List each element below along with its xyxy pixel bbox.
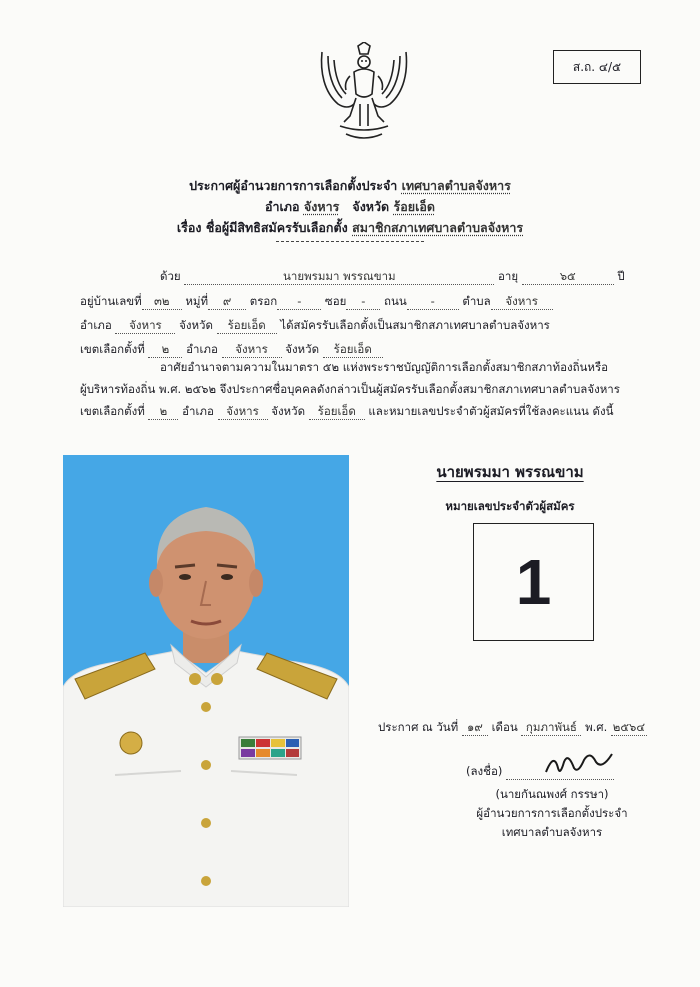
age-value: ๖๕ [522, 268, 614, 285]
header-line-2 [0, 197, 700, 217]
header-divider [276, 241, 424, 242]
p2-line-3 [80, 403, 613, 420]
province-label: จังหวัด [352, 199, 390, 214]
tambon-value: จังหาร [491, 293, 553, 310]
tambon-label: ตำบล [462, 294, 491, 308]
applied-text: ได้สมัครรับเลือกตั้งเป็นสมาชิกสภาเทศบาลตำบลจังหาร [280, 318, 550, 332]
candidate-number-box [473, 523, 594, 641]
month-label: เดือน [491, 720, 518, 734]
p2-line-2-text: ผู้บริหารท้องถิ่น พ.ศ. ๒๕๖๒ จึงประกาศชื่อบุคคลดังกล่าวเป็นผู้สมัครรับเลือกตั้งสมาชิกสภาเทศบาลตำบลจังหาร [80, 382, 620, 396]
candidate-photo [63, 455, 349, 907]
trok-value: - [277, 293, 321, 310]
province-value-3: ร้อยเอ็ด [323, 341, 383, 358]
sign-label: (ลงชื่อ) [466, 764, 503, 778]
form-code: ส.ถ. ๔/๕ [572, 59, 622, 74]
subject-prefix: เรื่อง ชื่อผู้มีสิทธิสมัครรับเลือกตั้ง [176, 220, 348, 235]
p2-amphoe-label: อำเภอ [182, 404, 214, 418]
province-value-2: ร้อยเอ็ด [217, 317, 277, 334]
p1-line-3 [80, 317, 550, 334]
applicant-name: นายพรมมา พรรณขาม [184, 268, 494, 285]
amphoe-label: อำเภอ [265, 199, 300, 214]
announce-month: กุมภาพันธ์ [521, 719, 581, 736]
age-label: อายุ [497, 269, 519, 283]
candidate-number: 1 [515, 546, 552, 618]
amphoe-value-2: จังหาร [115, 317, 175, 334]
p1-line-2 [80, 293, 553, 310]
p2-line-2 [80, 381, 620, 397]
announce-prefix: ประกาศ ณ วันที่ [378, 720, 459, 734]
subject-value: สมาชิกสภาเทศบาลตำบลจังหาร [352, 220, 524, 235]
p2-district-label: เขตเลือกตั้งที่ [80, 404, 145, 418]
soi-value: - [346, 293, 380, 310]
moo-value: ๙ [208, 293, 246, 310]
p2-line-1-text: อาศัยอำนาจตามความในมาตรา ๕๒ แห่งพระราชบัญญัติการเลือกตั้งสมาชิกสภาท้องถิ่นหรือ [160, 360, 609, 374]
district-value: ๒ [148, 341, 182, 358]
candidate-name: นายพรมมา พรรณขาม [436, 463, 584, 481]
amphoe-value: จังหาร [303, 199, 340, 214]
year-unit: ปี [617, 269, 625, 283]
signer-title-1: ผู้อำนวยการการเลือกตั้งประจำ [476, 806, 628, 820]
district-label: เขตเลือกตั้งที่ [80, 342, 145, 356]
amphoe-label-3: อำเภอ [186, 342, 218, 356]
announce-year: ๒๕๖๔ [612, 720, 646, 734]
municipality-name: เทศบาลตำบลจังหาร [401, 178, 511, 193]
moo-label: หมู่ที่ [185, 294, 209, 308]
amphoe-value-3: จังหาร [222, 341, 282, 358]
header-line-1 [0, 176, 700, 196]
year-label: พ.ศ. [585, 720, 608, 734]
amphoe-label-2: อำเภอ [80, 318, 112, 332]
announce-day: ๑๙ [462, 719, 488, 736]
candidate-number-label: หมายเลขประจำตัวผู้สมัคร [445, 499, 575, 513]
p1-line-1 [160, 268, 625, 285]
p2-province-label: จังหวัด [271, 404, 306, 418]
announcement-prefix: ประกาศผู้อำนวยการการเลือกตั้งประจำ [189, 178, 398, 193]
announce-date-line [378, 719, 647, 736]
garuda-emblem-icon [310, 42, 418, 146]
signer-name: (นายกันณพงศ์ กรรษา) [495, 787, 609, 801]
p1-line-4 [80, 341, 383, 358]
signer-title-2: เทศบาลตำบลจังหาร [501, 825, 603, 839]
p2-tail-text: และหมายเลขประจำตัวผู้สมัครที่ใช้ลงคะแนน ดังนี้ [368, 404, 614, 418]
province-label-2: จังหวัด [179, 318, 213, 332]
road-label: ถนน [384, 294, 407, 308]
handwritten-signature [540, 748, 616, 778]
p2-line-1 [160, 359, 608, 375]
road-value: - [407, 293, 459, 310]
by-label: ด้วย [160, 269, 181, 283]
p2-district-value: ๒ [148, 403, 178, 420]
trok-label: ตรอก [249, 294, 278, 308]
province-label-3: จังหวัด [285, 342, 320, 356]
header-line-3 [0, 218, 700, 238]
p2-province-value: ร้อยเอ็ด [309, 403, 365, 420]
p2-amphoe-value: จังหาร [218, 403, 268, 420]
province-value: ร้อยเอ็ด [393, 199, 435, 214]
soi-label: ซอย [324, 294, 347, 308]
house-value: ๓๒ [142, 293, 182, 310]
form-code-box [553, 50, 641, 84]
house-label: อยู่บ้านเลขที่ [80, 294, 142, 308]
